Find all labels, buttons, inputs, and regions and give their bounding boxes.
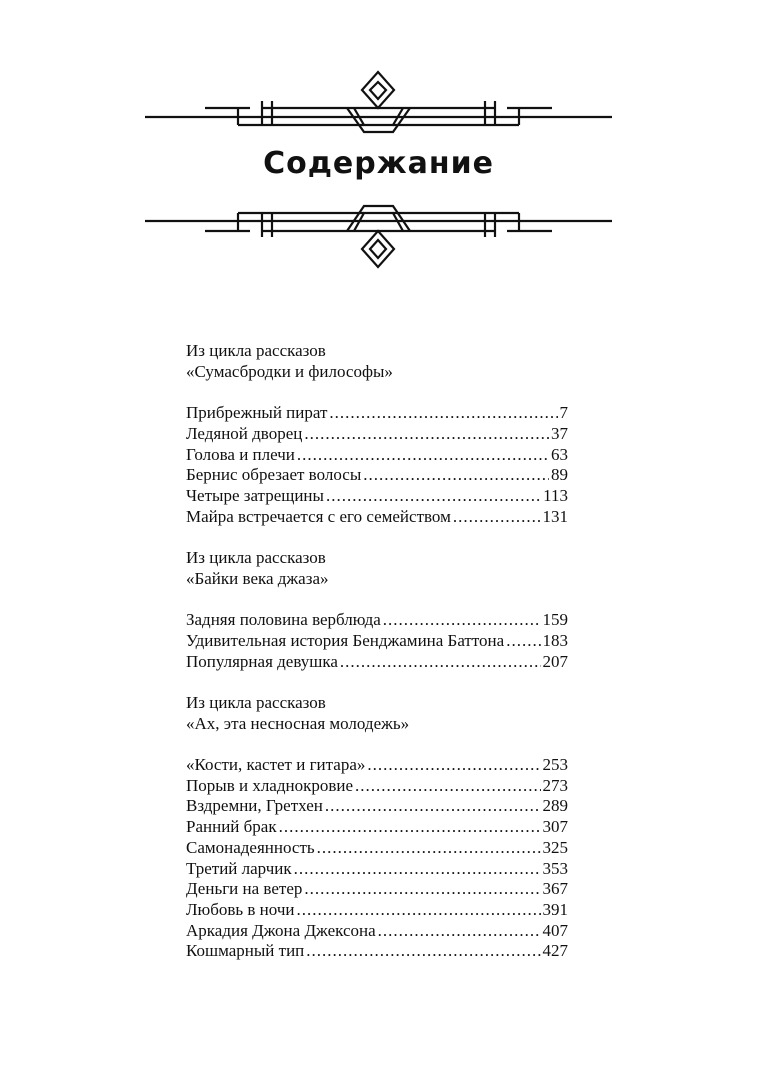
toc-entry[interactable] [186, 817, 568, 838]
toc-entry[interactable] [186, 941, 568, 962]
decorative-ornament-top [0, 68, 757, 136]
entry-title: Голова и плечи [186, 444, 295, 464]
section-heading-line: Из цикла рассказов [186, 341, 326, 360]
toc-entry[interactable] [186, 859, 568, 880]
toc-entry[interactable] [186, 486, 568, 507]
table-of-contents [186, 341, 568, 983]
page-number: 183 [542, 630, 568, 650]
toc-entry[interactable] [186, 776, 568, 797]
page-number: 37 [551, 423, 568, 443]
entry-title: Деньги на ветер [186, 879, 303, 899]
dot-leader [363, 465, 549, 486]
decorative-ornament-bottom [0, 204, 757, 272]
dot-leader [325, 796, 541, 817]
section-heading-line: «Байки века джаза» [186, 568, 329, 588]
section-heading [186, 341, 568, 382]
entry-title: «Кости, кастет и гитара» [186, 754, 366, 774]
dot-leader [304, 424, 549, 445]
dot-leader [506, 631, 540, 652]
entry-title: Вздремни, Гретхен [186, 796, 323, 816]
section-heading-line: «Ах, эта несносная молодежь» [186, 713, 410, 733]
entry-title: Удивительная история Бенджамина Баттона [186, 630, 505, 650]
toc-entry[interactable] [186, 755, 568, 776]
page-number: 427 [542, 941, 568, 961]
page-number: 367 [542, 879, 568, 899]
page-number: 7 [559, 403, 568, 423]
toc-entry[interactable] [186, 631, 568, 652]
toc-entry[interactable] [186, 403, 568, 424]
section-heading [186, 693, 568, 734]
dot-leader [383, 610, 541, 631]
page-number: 289 [542, 796, 568, 816]
dot-leader [297, 445, 549, 466]
toc-entry[interactable] [186, 507, 568, 528]
toc-entry[interactable] [186, 921, 568, 942]
entry-title: Аркадия Джона Джексона [186, 920, 376, 940]
page-number: 253 [542, 754, 568, 774]
dot-leader [340, 652, 541, 673]
dot-leader [317, 838, 541, 859]
page-title: Содержание [263, 146, 494, 181]
page-number: 113 [543, 485, 568, 505]
entry-title: Майра встречается с его семейством [186, 506, 451, 526]
entry-title: Любовь в ночи [186, 899, 295, 919]
page-number: 391 [542, 899, 568, 919]
toc-section [186, 693, 568, 962]
section-heading-line: Из цикла рассказов [186, 692, 326, 712]
entry-title: Кошмарный тип [186, 941, 305, 961]
entry-title: Самонадеянность [186, 837, 315, 857]
dot-leader [294, 859, 541, 880]
toc-entry[interactable] [186, 610, 568, 631]
toc-entry[interactable] [186, 445, 568, 466]
page-number: 407 [542, 920, 568, 940]
page-number: 131 [542, 506, 568, 526]
entry-title: Порыв и хладнокровие [186, 775, 354, 795]
section-heading [186, 548, 568, 589]
entry-title: Ледяной дворец [186, 423, 303, 443]
entry-title: Популярная девушка [186, 651, 338, 671]
page-number: 353 [542, 858, 568, 878]
toc-entry[interactable] [186, 465, 568, 486]
toc-entry[interactable] [186, 838, 568, 859]
dot-leader [329, 403, 557, 424]
entry-title: Третий ларчик [186, 858, 292, 878]
page-number: 159 [542, 610, 568, 630]
page-number: 89 [551, 465, 568, 485]
section-heading-line: Из цикла рассказов [186, 548, 326, 567]
entry-title: Бернис обрезает волосы [186, 465, 362, 485]
page-number: 325 [542, 837, 568, 857]
toc-entry[interactable] [186, 796, 568, 817]
dot-leader [297, 900, 541, 921]
toc-section [186, 341, 568, 527]
page-number: 63 [551, 444, 568, 464]
toc-entry[interactable] [186, 652, 568, 673]
entry-title: Четыре затрещины [186, 485, 324, 505]
entry-title: Задняя половина верблюда [186, 610, 381, 630]
entry-title: Прибрежный пират [186, 403, 328, 423]
dot-leader [453, 507, 541, 528]
section-heading-line: «Сумасбродки и философы» [186, 361, 393, 381]
dot-leader [326, 486, 541, 507]
dot-leader [378, 921, 541, 942]
page-number: 207 [542, 651, 568, 671]
dot-leader [306, 941, 540, 962]
entry-title: Ранний брак [186, 817, 277, 837]
dot-leader [367, 755, 540, 776]
dot-leader [355, 776, 540, 797]
dot-leader [304, 879, 540, 900]
toc-entry[interactable] [186, 879, 568, 900]
toc-entry[interactable] [186, 424, 568, 445]
toc-entry[interactable] [186, 900, 568, 921]
page-number: 273 [542, 775, 568, 795]
dot-leader [279, 817, 541, 838]
page-number: 307 [542, 817, 568, 837]
toc-section [186, 548, 568, 672]
